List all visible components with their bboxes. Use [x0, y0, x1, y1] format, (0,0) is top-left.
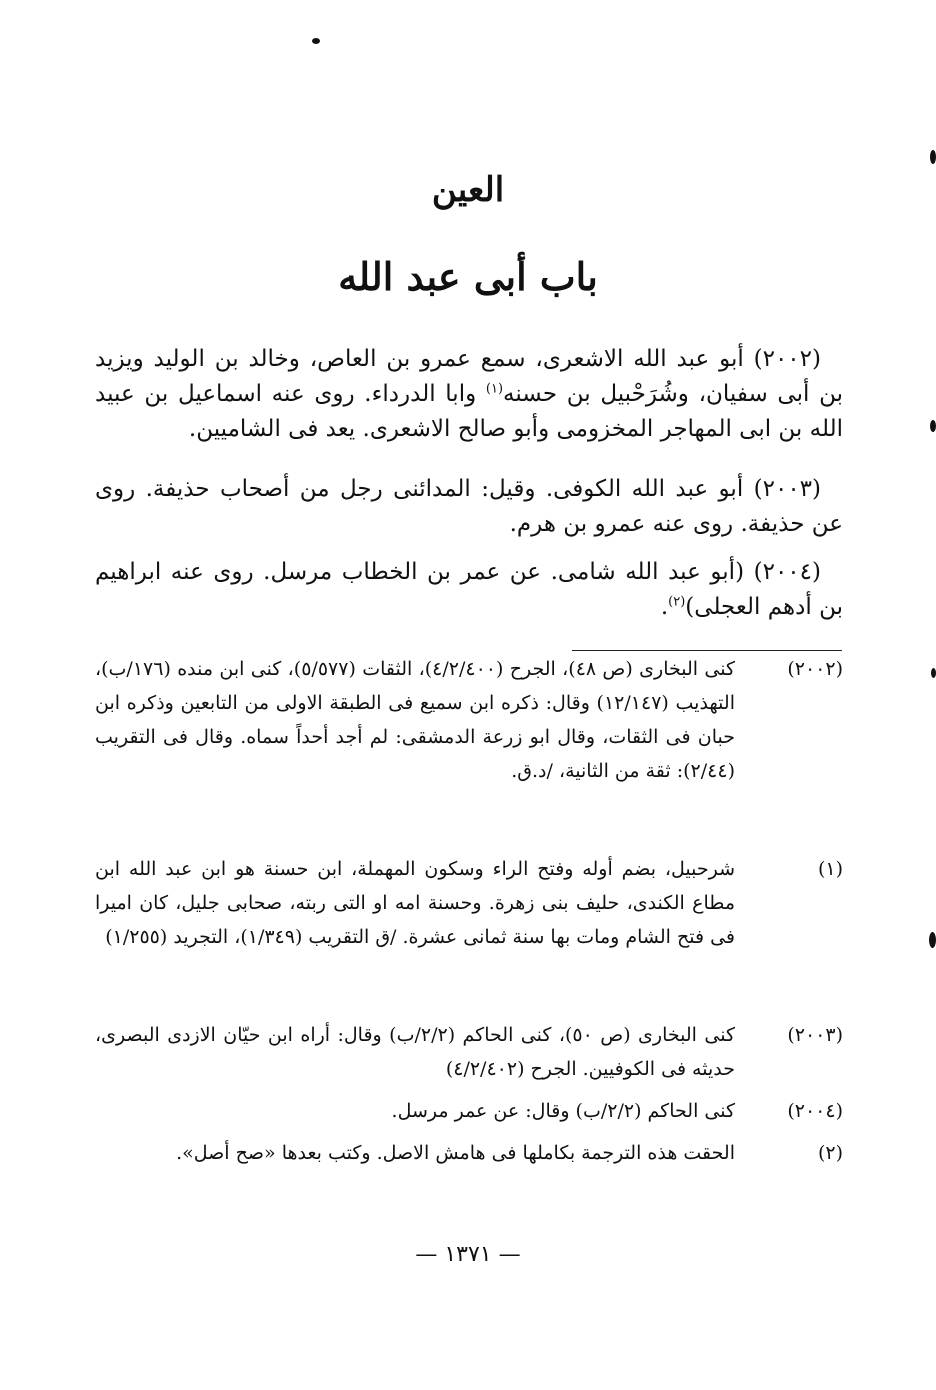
footnote-marker: (١)	[485, 381, 504, 397]
footnote-marker: (٢)	[668, 594, 686, 610]
entry-2002	[95, 342, 843, 465]
entry-text: .	[660, 594, 669, 620]
entry-text: وابا الدرداء. روى عنه اسماعيل بن عبيد الله بن ابى المهاجر المخزومى وأبو صالح الاشعرى. يعد فى الشاميين.	[95, 381, 843, 442]
footnote-text: الحقت هذه الترجمة بكاملها فى هامش الاصل. وكتب بعدها «صح أصل».	[176, 1142, 735, 1164]
footnote-text: شرحبيل، بضم أوله وفتح الراء وسكون المهملة، ابن حسنة هو ابن عبد الله ابن مطاع الكندى، حليف بنى زهرة. وحسنة امه او التى ربته، صحابى جليل، كان اميرا فى فتح الشام ومات بها سنة ثمانى عشرة. /ق التقريب (١/٣٤٩)، التجريد (١/٢٥٥)	[95, 858, 735, 948]
entry-number: (٢٠٠٢)	[753, 346, 821, 372]
footnote-1	[95, 852, 843, 954]
footnote-number: (٢٠٠٣)	[787, 1024, 843, 1046]
chapter-heading: العين	[431, 170, 505, 210]
entry-number: (٢٠٠٤)	[753, 559, 821, 585]
footnote-number: (٢٠٠٤)	[787, 1100, 843, 1122]
ink-speck	[930, 420, 936, 432]
entry-text: (أبو عبد الله شامى. عن عمر بن الخطاب مرسل. روى عنه ابراهيم بن أدهم العجلى)	[95, 559, 843, 620]
ink-speck	[931, 668, 936, 678]
ink-speck	[929, 932, 936, 948]
entry-number: (٢٠٠٣)	[753, 476, 822, 502]
footnote-2004	[95, 1094, 843, 1128]
footnote-number: (١)	[817, 858, 843, 880]
entry-2003	[95, 472, 843, 544]
footnote-text: كنى البخارى (ص ٥٠)، كنى الحاكم (٢/٢/ب) وقال: أراه ابن حيّان الازدى البصرى، حديثه فى الكوفيين. الجرح (٤/٢/٤٠٢)	[95, 1024, 735, 1080]
footnote-2003	[95, 1018, 843, 1086]
section-heading: باب أبى عبد الله	[338, 254, 598, 299]
ink-speck	[930, 150, 936, 164]
footnote-text: كنى الحاكم (٢/٢/ب) وقال: عن عمر مرسل.	[391, 1100, 735, 1122]
entry-text: أبو عبد الله الاشعرى، سمع عمرو بن العاص، وخالد بن الوليد ويزيد بن أبى سفيان، وشُرَحْبيل بن حسنه	[95, 346, 843, 407]
footnote-separator	[572, 650, 842, 651]
footnote-text: كنى البخارى (ص ٤٨)، الجرح (٤/٢/٤٠٠)، الثقات (٥/٥٧٧)، كنى ابن منده (١٧٦/ب)، التهذيب (١٢/١٤٧) وقال: ذكره ابن سميع فى الطبقة الاولى من التابعين وذكره ابن حبان فى الثقات، وقال ابو زرعة الدمشقى: لم أجد أحداً سماه. وقال فى التقريب (٢/٤٤): ثقة من الثانية، /د.ق.	[95, 658, 735, 782]
entry-text: أبو عبد الله الكوفى. وقيل: المدائنى رجل من أصحاب حذيفة. روى عن حذيفة. روى عنه عمرو بن هرم.	[95, 476, 843, 537]
entry-2004	[95, 555, 843, 627]
ink-speck	[312, 38, 320, 44]
footnote-number: (٢٠٠٢)	[787, 658, 843, 680]
page-number: — ١٣٧١ —	[415, 1242, 521, 1267]
footnote-2002	[95, 652, 843, 788]
footnote-2	[95, 1136, 843, 1170]
footnote-number: (٢)	[817, 1142, 843, 1164]
